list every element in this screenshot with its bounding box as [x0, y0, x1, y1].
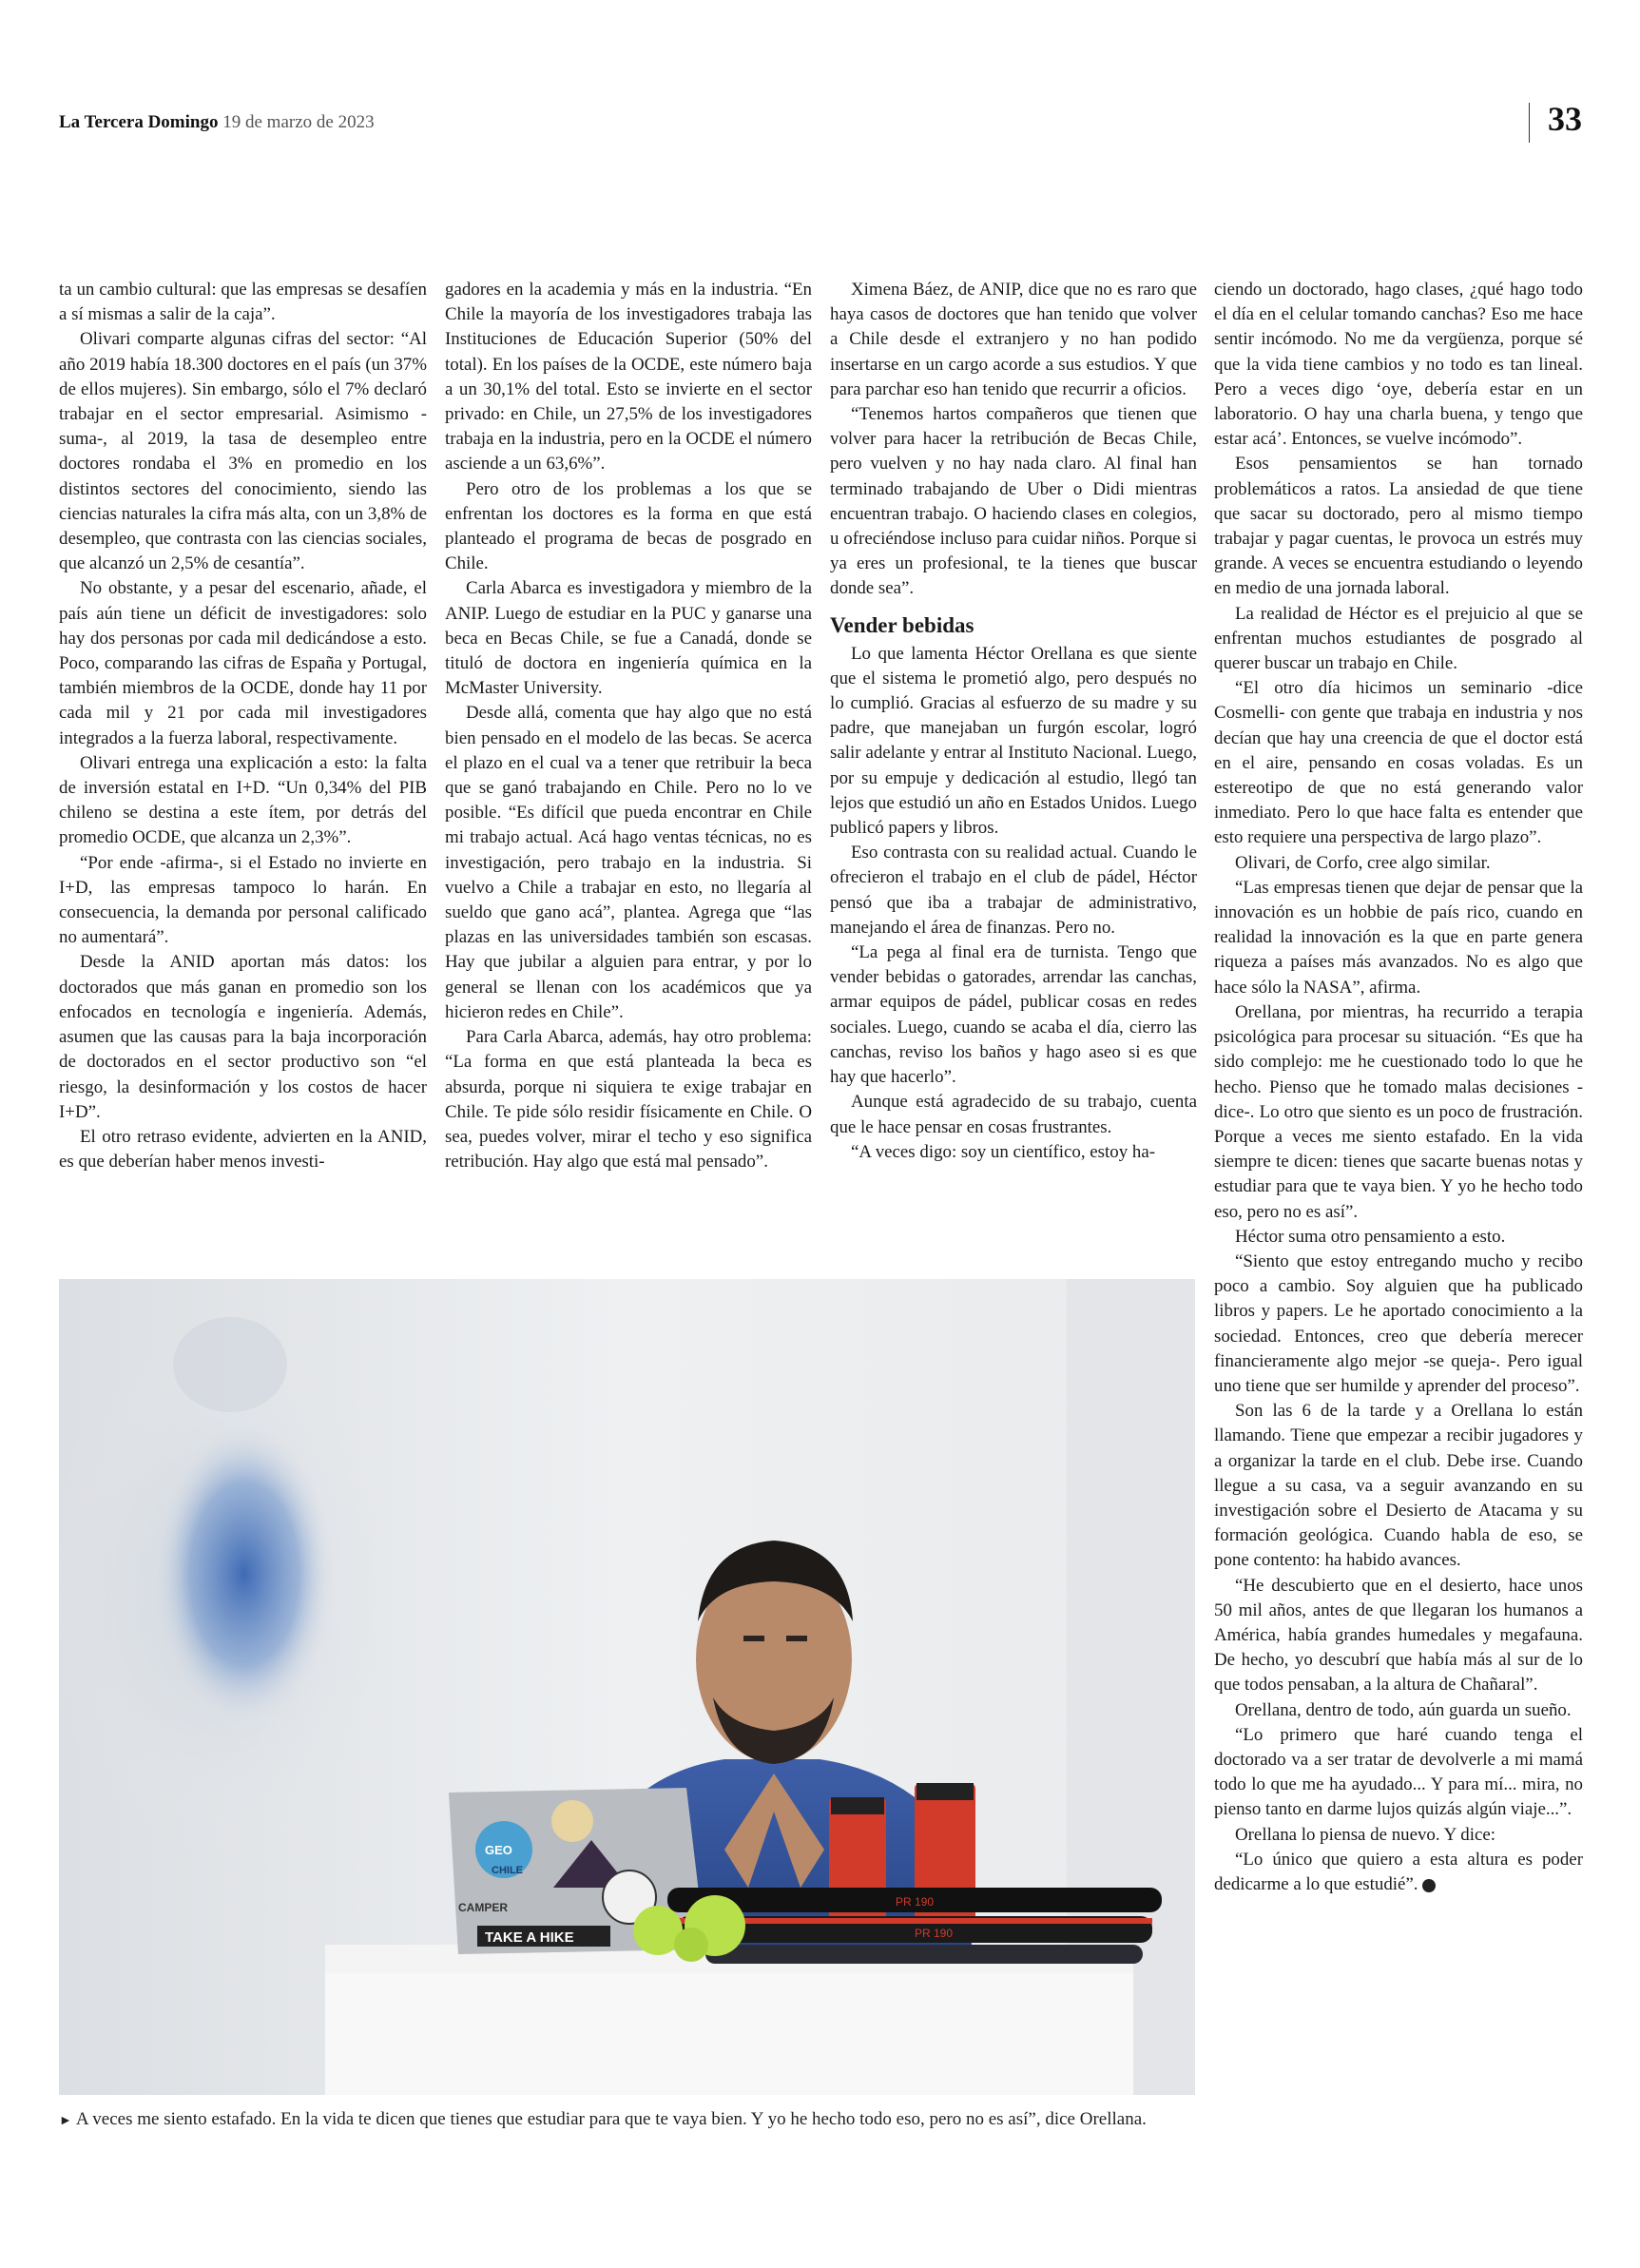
paragraph: Esos pensamientos se han tornado problemáticos a ratos. La ansiedad de que tiene que sacar su doctorado, pero al mismo tiempo trabajar y pagar cuentas, le provoca un estrés muy grande. A veces se encuentra estudiando o leyendo en medio de una jornada laboral.: [1214, 454, 1583, 599]
publication-name: La Tercera Domingo: [59, 112, 219, 132]
paragraph: Ximena Báez, de ANIP, dice que no es raro que haya casos de doctores que han tenido que volver a Chile desde el extranjero y no han podido insertarse en un cargo acorde a sus estudios. Y que para parchar eso han tenido que recurrir a oficios.: [830, 280, 1197, 399]
paragraph: Aunque está agradecido de su trabajo, cuenta que le hace pensar en cosas frustrantes.: [830, 1092, 1197, 1137]
paragraph: ciendo un doctorado, hago clases, ¿qué hago todo el día en el celular tomando canchas? Eso me hace sentir incómodo. No me da vergüenza, porque sé que la vida tiene cambios y no todo es tan lineal. Pero a veces digo ‘oye, debería estar en un laboratorio. O hay una charla buena, y tengo que estar acá’. Entonces, se vuelve incómodo”.: [1214, 280, 1583, 450]
paragraph: Orellana lo piensa de nuevo. Y dice:: [1235, 1824, 1495, 1845]
caption-arrow-icon: ►: [59, 2114, 72, 2128]
paragraph: Para Carla Abarca, además, hay otro problema: “La forma en que está planteada la beca es absurda, porque ni siquiera te exige trabajar en Chile. Te pide sólo residir físicamente en Chile. O sea, puedes volver, mirar el techo y eso significa retribución. Hay algo que está mal pensado”.: [445, 1027, 812, 1173]
paragraph: Olivari comparte algunas cifras del sector: “Al año 2019 había 18.300 doctores en el país (un 37% de ellos mujeres). Sin embargo, sólo el 7% declaró trabajar en el sector empresarial. Asimismo -suma-, al 2019, la tasa de desempleo entre doctores rondaba el 3% en promedio en los distintos sectores del conocimiento, siendo las ciencias naturales la cifra más alta, con un 3,8% de desempleo, que contrasta con las ciencias sociales, que alcanzó un 2,5% de cesantía”.: [59, 329, 427, 574]
page-number-divider: [1529, 103, 1530, 143]
paragraph: Desde allá, comenta que hay algo que no está bien pensado en el modelo de las becas. Se acerca el plazo en el cual va a tener que retribuir la beca que se ganó trabajando en Chile. Pero no lo ve posible. “Es difícil que pueda encontrar en Chile mi trabajo actual. Acá hago ventas técnicas, no es investigación, pero trabajo en la industria. Si vuelvo a Chile a trabajar en esto, no llegaría al sueldo que gano acá”, plantea. Agrega que “las plazas en las universidades también son escasas. Hay que jubilar a alguien para entrar, y por lo general se llenan con los académicos que ya hicieron redes en Chile”.: [445, 703, 812, 1022]
column-1: [59, 278, 427, 1248]
page-header: [59, 112, 375, 133]
paragraph: La realidad de Héctor es el prejuicio al que se enfrentan muchos estudiantes de posgrado al querer buscar un trabajo en Chile.: [1214, 603, 1583, 674]
paragraph: Desde la ANID aportan más datos: los doctorados que más ganan en promedio son los enfocados en tecnología e ingeniería. Además, asumen que las causas para la baja incorporación de doctorados en el sector productivo son “el riesgo, la desinformación y los costos de hacer I+D”.: [59, 952, 427, 1122]
paragraph: “Siento que estoy entregando mucho y recibo poco a cambio. Soy alguien que ha publicado libros y papers. Le he aportado conocimiento a la sociedad. Entonces, creo que debería merecer financieramente algo mejor -se queja-. Pero igual uno tiene que ser humilde y aprender del proceso”.: [1214, 1250, 1583, 1396]
paragraph: “Por ende -afirma-, si el Estado no invierte en I+D, las empresas tampoco lo harán. En consecuencia, la demanda por personal calificado no aumentará”.: [59, 852, 427, 948]
paragraph: “El otro día hicimos un seminario -dice Cosmelli- con gente que trabaja en industria y nos decían que hay una creencia de que el doctor está en el aire, pensando en cosas voladas. Es un estereotipo de que no está generando valor inmediato. Pero lo que hace falta es entender que esto requiere una perspectiva de largo plazo”.: [1214, 678, 1583, 848]
column-3: [830, 278, 1197, 1248]
paragraph: “Las empresas tienen que dejar de pensar que la innovación es un hobbie de país rico, cuando en realidad la innovación es la que en parte genera riqueza a países más avanzados. No es algo que hace sólo la NASA”, afirma.: [1214, 877, 1583, 998]
paragraph: “La pega al final era de turnista. Tengo que vender bebidas o gatorades, arrendar las canchas, armar equipos de pádel, publicar cosas en redes sociales. Luego, cuando se acaba el día, cierro las canchas, reviso los baños y hago aseo si es que hay que hacerlo”.: [830, 942, 1197, 1088]
racket-label-2: PR 190: [915, 1927, 954, 1940]
paragraph: El otro retraso evidente, advierten en la ANID, es que deberían haber menos investi-: [59, 1126, 427, 1173]
racket-label-1: PR 190: [896, 1895, 935, 1909]
column-2: [445, 278, 812, 1248]
paragraph: Lo que lamenta Héctor Orellana es que siente que el sistema le prometió algo, pero después no lo cumplió. Gracias al esfuerzo de su madre y su padre, que manejaban un furgón escolar, logró salir adelante y entrar al Instituto Nacional. Luego, por su empuje y dedicación al estudio, llegó tan lejos que estudió un año en Estados Unidos. Luego publicó papers y libros.: [830, 643, 1197, 839]
section-heading: Vender bebidas: [830, 612, 974, 637]
article-photo: [59, 1279, 1195, 2095]
paragraph: gadores en la academia y más en la industria. “En Chile la mayoría de los investigadores trabaja las Instituciones de Educación Superior (50% del total). En los países de la OCDE, este número baja a un 30,1% del total. Esto se invierte en el sector privado: en Chile, un 27,5% de los investigadores trabaja en la industria, pero en la OCDE el número asciende a un 63,6%”.: [445, 280, 812, 475]
paragraph: Héctor suma otro pensamiento a esto.: [1235, 1226, 1506, 1247]
paragraph: No obstante, y a pesar del escenario, añade, el país aún tiene un déficit de investigadores: solo hay dos personas por cada mil dedicándose a esto. Poco, comparando las cifras de España y Portugal, también miembros de la OCDE, donde hay 11 por cada mil y 21 por cada mil investigadores integrados a la fuerza laboral, respectivamente.: [59, 578, 427, 748]
paragraph: Son las 6 de la tarde y a Orellana lo están llamando. Tiene que empezar a recibir jugadores y a organizar la tarde en el club. Debe irse. Cuando llegue a su casa, va a seguir avanzando en su investigación sobre el Desierto de Atacama y su formación geológica. Cuando habla de eso, se pone contento: ha habido avances.: [1214, 1401, 1583, 1571]
publication-date: 19 de marzo de 2023: [222, 112, 375, 132]
sticker-geo: GEO: [485, 1843, 512, 1857]
paragraph: “Tenemos hartos compañeros que tienen que volver para hacer la retribución de Becas Chile, pero vuelven y no hay nada claro. Al final han terminado trabajando de Uber o Didi mientras encuentran trabajo. O haciendo clases en colegios, u ofreciéndose incluso para cuidar niños. Porque si ya eres un profesional, te la tienes que buscar donde sea”.: [830, 404, 1197, 599]
paragraph: Pero otro de los problemas a los que se enfrentan los doctores es la forma en que está planteado el programa de becas de posgrado en Chile.: [445, 478, 812, 574]
paragraph: Orellana, por mientras, ha recurrido a terapia psicológica para procesar su situación. “Es que ha sido complejo: me he cuestionado todo lo que he hecho. Pienso que he tomado malas decisiones -dice-. Lo otro que siento es un poco de frustración. Porque a veces me siento estafado. En la vida siempre te dicen: tienes que sacarte buenas notas y estudiar para que te vaya bien. Y yo he hecho todo eso, pero no es así”.: [1214, 1001, 1583, 1222]
page-number: 33: [1548, 100, 1582, 138]
photo-caption: [59, 2107, 1181, 2134]
paragraph: “Lo único que quiero a esta altura es poder dedicarme a lo que estudié”. ◐: [1214, 1849, 1583, 1894]
paragraph: “He descubierto que en el desierto, hace unos 50 mil años, antes de que llegaran los humanos a América, había grandes humedales y megafauna. De hecho, yo descubrí que había más al sur de lo que todos pensaban, a la altura de Chañaral”.: [1214, 1575, 1583, 1696]
caption-text: A veces me siento estafado. En la vida te dicen que tienes que estudiar para que te vaya bien. Y yo he hecho todo eso, pero no es así”, dice Orellana.: [75, 2109, 1147, 2129]
paragraph: “A veces digo: soy un científico, estoy ha-: [851, 1141, 1156, 1162]
paragraph: ta un cambio cultural: que las empresas se desafíen a sí mismas a salir de la caja”.: [59, 280, 427, 325]
column-4: [1214, 278, 1583, 2183]
sticker-take-a-hike: TAKE A HIKE: [485, 1929, 574, 1946]
paragraph: Eso contrasta con su realidad actual. Cuando le ofrecieron el trabajo en el club de pádel, Héctor pensó que iba a trabajar de administrativo, manejando el área de finanzas. Pero no.: [830, 843, 1197, 938]
sticker-camper: CAMPER: [458, 1901, 509, 1914]
paragraph: “Lo primero que haré cuando tenga el doctorado va a ser tratar de devolverle a mi mamá todo lo que me ha ayudado... Y para mí... mira, no pienso tanto en darme lujos quizás algún viaje...”.: [1214, 1724, 1583, 1820]
paragraph: Olivari entrega una explicación a esto: la falta de inversión estatal en I+D. “Un 0,34% del PIB chileno se destina a este ítem, por detrás del promedio OCDE, que alcanza un 2,3%”.: [59, 752, 427, 848]
sticker-chile: CHILE: [492, 1865, 523, 1876]
article-end-icon: ◐: [1422, 1879, 1436, 1892]
paragraph: Olivari, de Corfo, cree algo similar.: [1235, 852, 1491, 873]
paragraph: Orellana, dentro de todo, aún guarda un sueño.: [1235, 1699, 1572, 1720]
paragraph: Carla Abarca es investigadora y miembro de la ANIP. Luego de estudiar en la PUC y ganarse una beca en Becas Chile, se fue a Canadá, donde se tituló de doctora en ingeniería química en la McMaster University.: [445, 578, 812, 699]
